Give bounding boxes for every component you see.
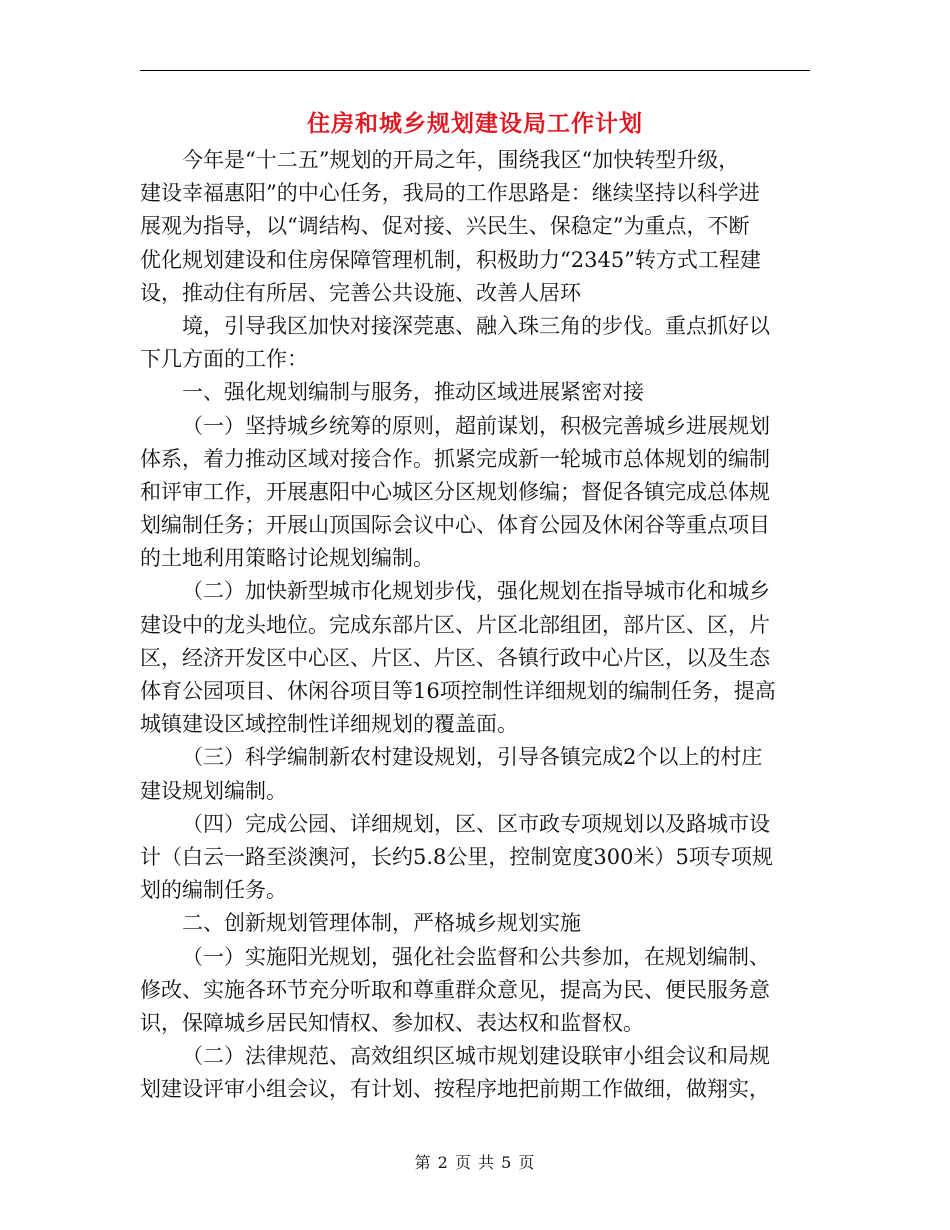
body-line: 设，推动住有所居、完善公共设施、改善人居环 <box>140 280 581 305</box>
body-line: 建设幸福惠阳”的中心任务，我局的工作思路是：继续坚持以科学进 <box>140 181 760 206</box>
body-line: 下几方面的工作： <box>140 347 308 372</box>
body-line: 优化规划建设和住房保障管理机制，积极助力“2345”转方式工程建 <box>140 247 761 272</box>
page-indicator: 第 2 页 共 5 页 <box>414 1153 536 1172</box>
body-line: 区，经济开发区中心区、片区、片区、各镇行政中心片区，以及生态 <box>140 645 770 670</box>
body-line: 城镇建设区域控制性详细规划的覆盖面。 <box>140 712 518 737</box>
body-line: 境，引导我区加快对接深莞惠、融入珠三角的步伐。重点抓好以 <box>182 313 770 338</box>
body-line: （一）坚持城乡统筹的原则，超前谋划，积极完善城乡进展规划 <box>182 413 770 438</box>
body-line: 的土地利用策略讨论规划编制。 <box>140 546 434 571</box>
document-body <box>140 144 800 1106</box>
body-line: 划建设评审小组会议，有计划、按程序地把前期工作做细，做翔实， <box>140 1077 770 1102</box>
body-line: 体系，着力推动区域对接合作。抓紧完成新一轮城市总体规划的编制 <box>140 446 770 471</box>
body-line: 一、强化规划编制与服务，推动区域进展紧密对接 <box>182 380 644 405</box>
body-line: （四）完成公园、详细规划，区、区市政专项规划以及路城市设 <box>182 811 770 836</box>
header-rule <box>140 70 810 71</box>
body-line: 二、创新规划管理体制，严格城乡规划实施 <box>182 911 581 936</box>
body-line: 划的编制任务。 <box>140 878 287 903</box>
body-line: 划编制任务；开展山顶国际会议中心、体育公园及休闲谷等重点项目 <box>140 513 770 538</box>
body-line: 和评审工作，开展惠阳中心城区分区规划修编；督促各镇完成总体规 <box>140 479 770 504</box>
body-line: 今年是“十二五”规划的开局之年，围绕我区“加快转型升级， <box>182 148 740 172</box>
document-title: 住房和城乡规划建设局工作计划 <box>307 111 643 137</box>
body-line: 展观为指导，以“调结构、促对接、兴民生、保稳定”为重点，不断 <box>140 214 750 239</box>
body-line: （一）实施阳光规划，强化社会监督和公共参加，在规划编制、 <box>182 944 770 969</box>
body-line: 识，保障城乡居民知情权、参加权、表达权和监督权。 <box>140 1010 644 1035</box>
body-line: 体育公园项目、休闲谷项目等16项控制性详细规划的编制任务，提高 <box>140 679 776 703</box>
body-line: （三）科学编制新农村建设规划，引导各镇完成2个以上的村庄 <box>182 745 763 770</box>
body-line: 建设规划编制。 <box>140 778 287 803</box>
body-line: 建设中的龙头地位。完成东部片区、片区北部组团，部片区、区，片 <box>140 612 770 637</box>
body-line: （二）加快新型城市化规划步伐，强化规划在指导城市化和城乡 <box>182 579 770 604</box>
body-line: 修改、实施各环节充分听取和尊重群众意见，提高为民、便民服务意 <box>140 977 770 1002</box>
body-line: 计（白云一路至淡澳河，长约5.8公里，控制宽度300米）5项专项规 <box>140 844 773 869</box>
body-line: （二）法律规范、高效组织区城市规划建设联审小组会议和局规 <box>182 1044 770 1069</box>
